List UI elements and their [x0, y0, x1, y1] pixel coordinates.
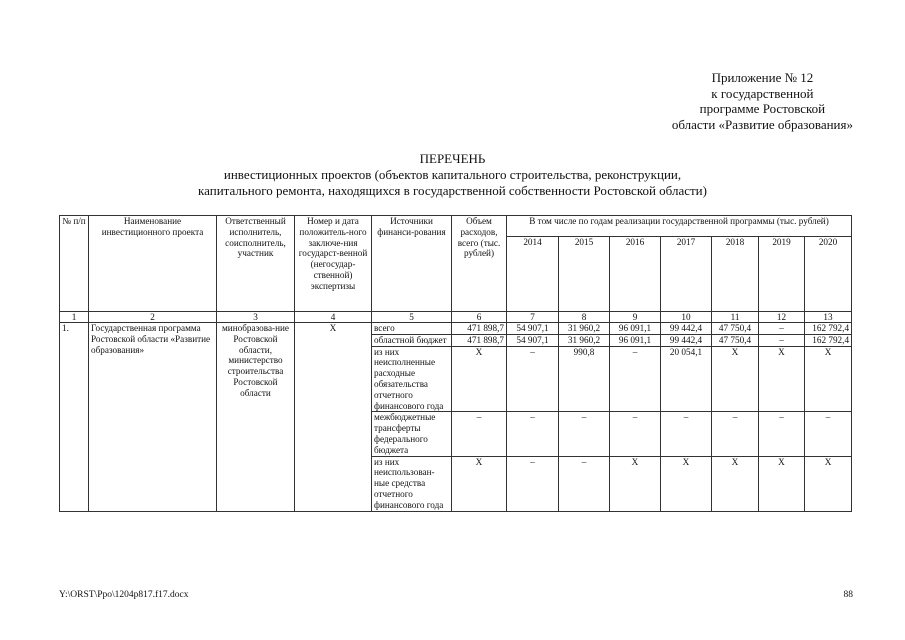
header-name: Наименование инвестиционного проекта	[89, 216, 217, 312]
header-year: 2020	[805, 237, 852, 312]
header-year: 2018	[712, 237, 759, 312]
header-sources: Источники финанси-рования	[372, 216, 452, 312]
value-cell: 471 898,7	[452, 323, 507, 335]
value-cell: 47 750,4	[712, 323, 759, 335]
value-cell: X	[712, 456, 759, 511]
appendix-line-1: Приложение № 12	[711, 70, 814, 85]
column-index: 3	[217, 312, 295, 323]
header-years-group: В том числе по годам реализации государственной программы (тыс. рублей)	[507, 216, 852, 237]
title-line-2: капитального ремонта, находящихся в государственной собственности Ростовской области)	[198, 183, 707, 198]
title-heading: ПЕРЕЧЕНЬ	[419, 151, 486, 166]
table-row	[60, 323, 852, 335]
column-index: 6	[452, 312, 507, 323]
value-cell: –	[610, 412, 661, 456]
footer-file-path: Y:\ORST\Ppo\1204p817.f17.docx	[59, 590, 189, 600]
appendix-header	[672, 70, 853, 132]
document-title	[0, 151, 905, 199]
header-year: 2017	[661, 237, 712, 312]
value-cell: X	[610, 456, 661, 511]
column-index-row	[60, 312, 852, 323]
value-cell: –	[759, 334, 805, 346]
value-cell: –	[507, 412, 559, 456]
source-cell: всего	[372, 323, 452, 335]
value-cell: X	[759, 346, 805, 412]
value-cell: 99 442,4	[661, 334, 712, 346]
appendix-line-2: к государственной	[711, 85, 814, 101]
column-index: 7	[507, 312, 559, 323]
column-index: 10	[661, 312, 712, 323]
value-cell: –	[559, 456, 610, 511]
column-index: 1	[60, 312, 89, 323]
value-cell: 54 907,1	[507, 334, 559, 346]
project-name: Государственная программа Ростовской области «Развитие образования»	[89, 323, 217, 512]
source-cell: областной бюджет	[372, 334, 452, 346]
value-cell: 47 750,4	[712, 334, 759, 346]
column-index: 9	[610, 312, 661, 323]
value-cell: X	[805, 456, 852, 511]
column-index: 8	[559, 312, 610, 323]
column-index: 11	[712, 312, 759, 323]
value-cell: X	[452, 456, 507, 511]
header-volume: Объем расходов, всего (тыс. рублей)	[452, 216, 507, 312]
column-index: 12	[759, 312, 805, 323]
value-cell: –	[559, 412, 610, 456]
column-index: 4	[295, 312, 372, 323]
investment-projects-table	[59, 215, 852, 512]
header-year: 2014	[507, 237, 559, 312]
value-cell: X	[661, 456, 712, 511]
column-index: 13	[805, 312, 852, 323]
value-cell: –	[507, 346, 559, 412]
value-cell: –	[661, 412, 712, 456]
value-cell: 20 054,1	[661, 346, 712, 412]
column-index: 5	[372, 312, 452, 323]
header-year: 2016	[610, 237, 661, 312]
source-cell: из них неиспользован-ные средства отчетного финансового года	[372, 456, 452, 511]
appendix-line-3: программе Ростовской	[699, 101, 826, 116]
appendix-line-4: области «Развитие образования»	[671, 116, 853, 132]
header-expertise: Номер и дата положитель-ного заключе-ния государст-венной (негосудар-ственной) экспертизы	[295, 216, 372, 312]
source-cell: из них неисполненные расходные обязательства отчетного финансового года	[372, 346, 452, 412]
value-cell: X	[452, 346, 507, 412]
value-cell: –	[507, 456, 559, 511]
value-cell: X	[712, 346, 759, 412]
value-cell: –	[759, 323, 805, 335]
value-cell: 96 091,1	[610, 323, 661, 335]
value-cell: 96 091,1	[610, 334, 661, 346]
project-expertise: X	[295, 323, 372, 512]
value-cell: 31 960,2	[559, 334, 610, 346]
value-cell: X	[759, 456, 805, 511]
project-num: 1.	[60, 323, 89, 512]
value-cell: –	[712, 412, 759, 456]
header-responsible: Ответственный исполнитель, соисполнитель, участник	[217, 216, 295, 312]
value-cell: –	[805, 412, 852, 456]
title-line-1: инвестиционных проектов (объектов капитального строительства, реконструкции,	[223, 167, 682, 182]
value-cell: 162 792,4	[805, 323, 852, 335]
value-cell: 31 960,2	[559, 323, 610, 335]
header-num: № п/п	[60, 216, 89, 312]
value-cell: 99 442,4	[661, 323, 712, 335]
column-index: 2	[89, 312, 217, 323]
header-year: 2015	[559, 237, 610, 312]
value-cell: –	[610, 346, 661, 412]
source-cell: межбюджетные трансферты федерального бюджета	[372, 412, 452, 456]
value-cell: 990,8	[559, 346, 610, 412]
value-cell: 54 907,1	[507, 323, 559, 335]
header-year: 2019	[759, 237, 805, 312]
value-cell: X	[805, 346, 852, 412]
value-cell: –	[452, 412, 507, 456]
value-cell: 471 898,7	[452, 334, 507, 346]
value-cell: 162 792,4	[805, 334, 852, 346]
value-cell: –	[759, 412, 805, 456]
project-responsible: минобразова-ние Ростовской области, министерство строительства Ростовской области	[217, 323, 295, 512]
footer-page-number: 88	[843, 590, 853, 600]
